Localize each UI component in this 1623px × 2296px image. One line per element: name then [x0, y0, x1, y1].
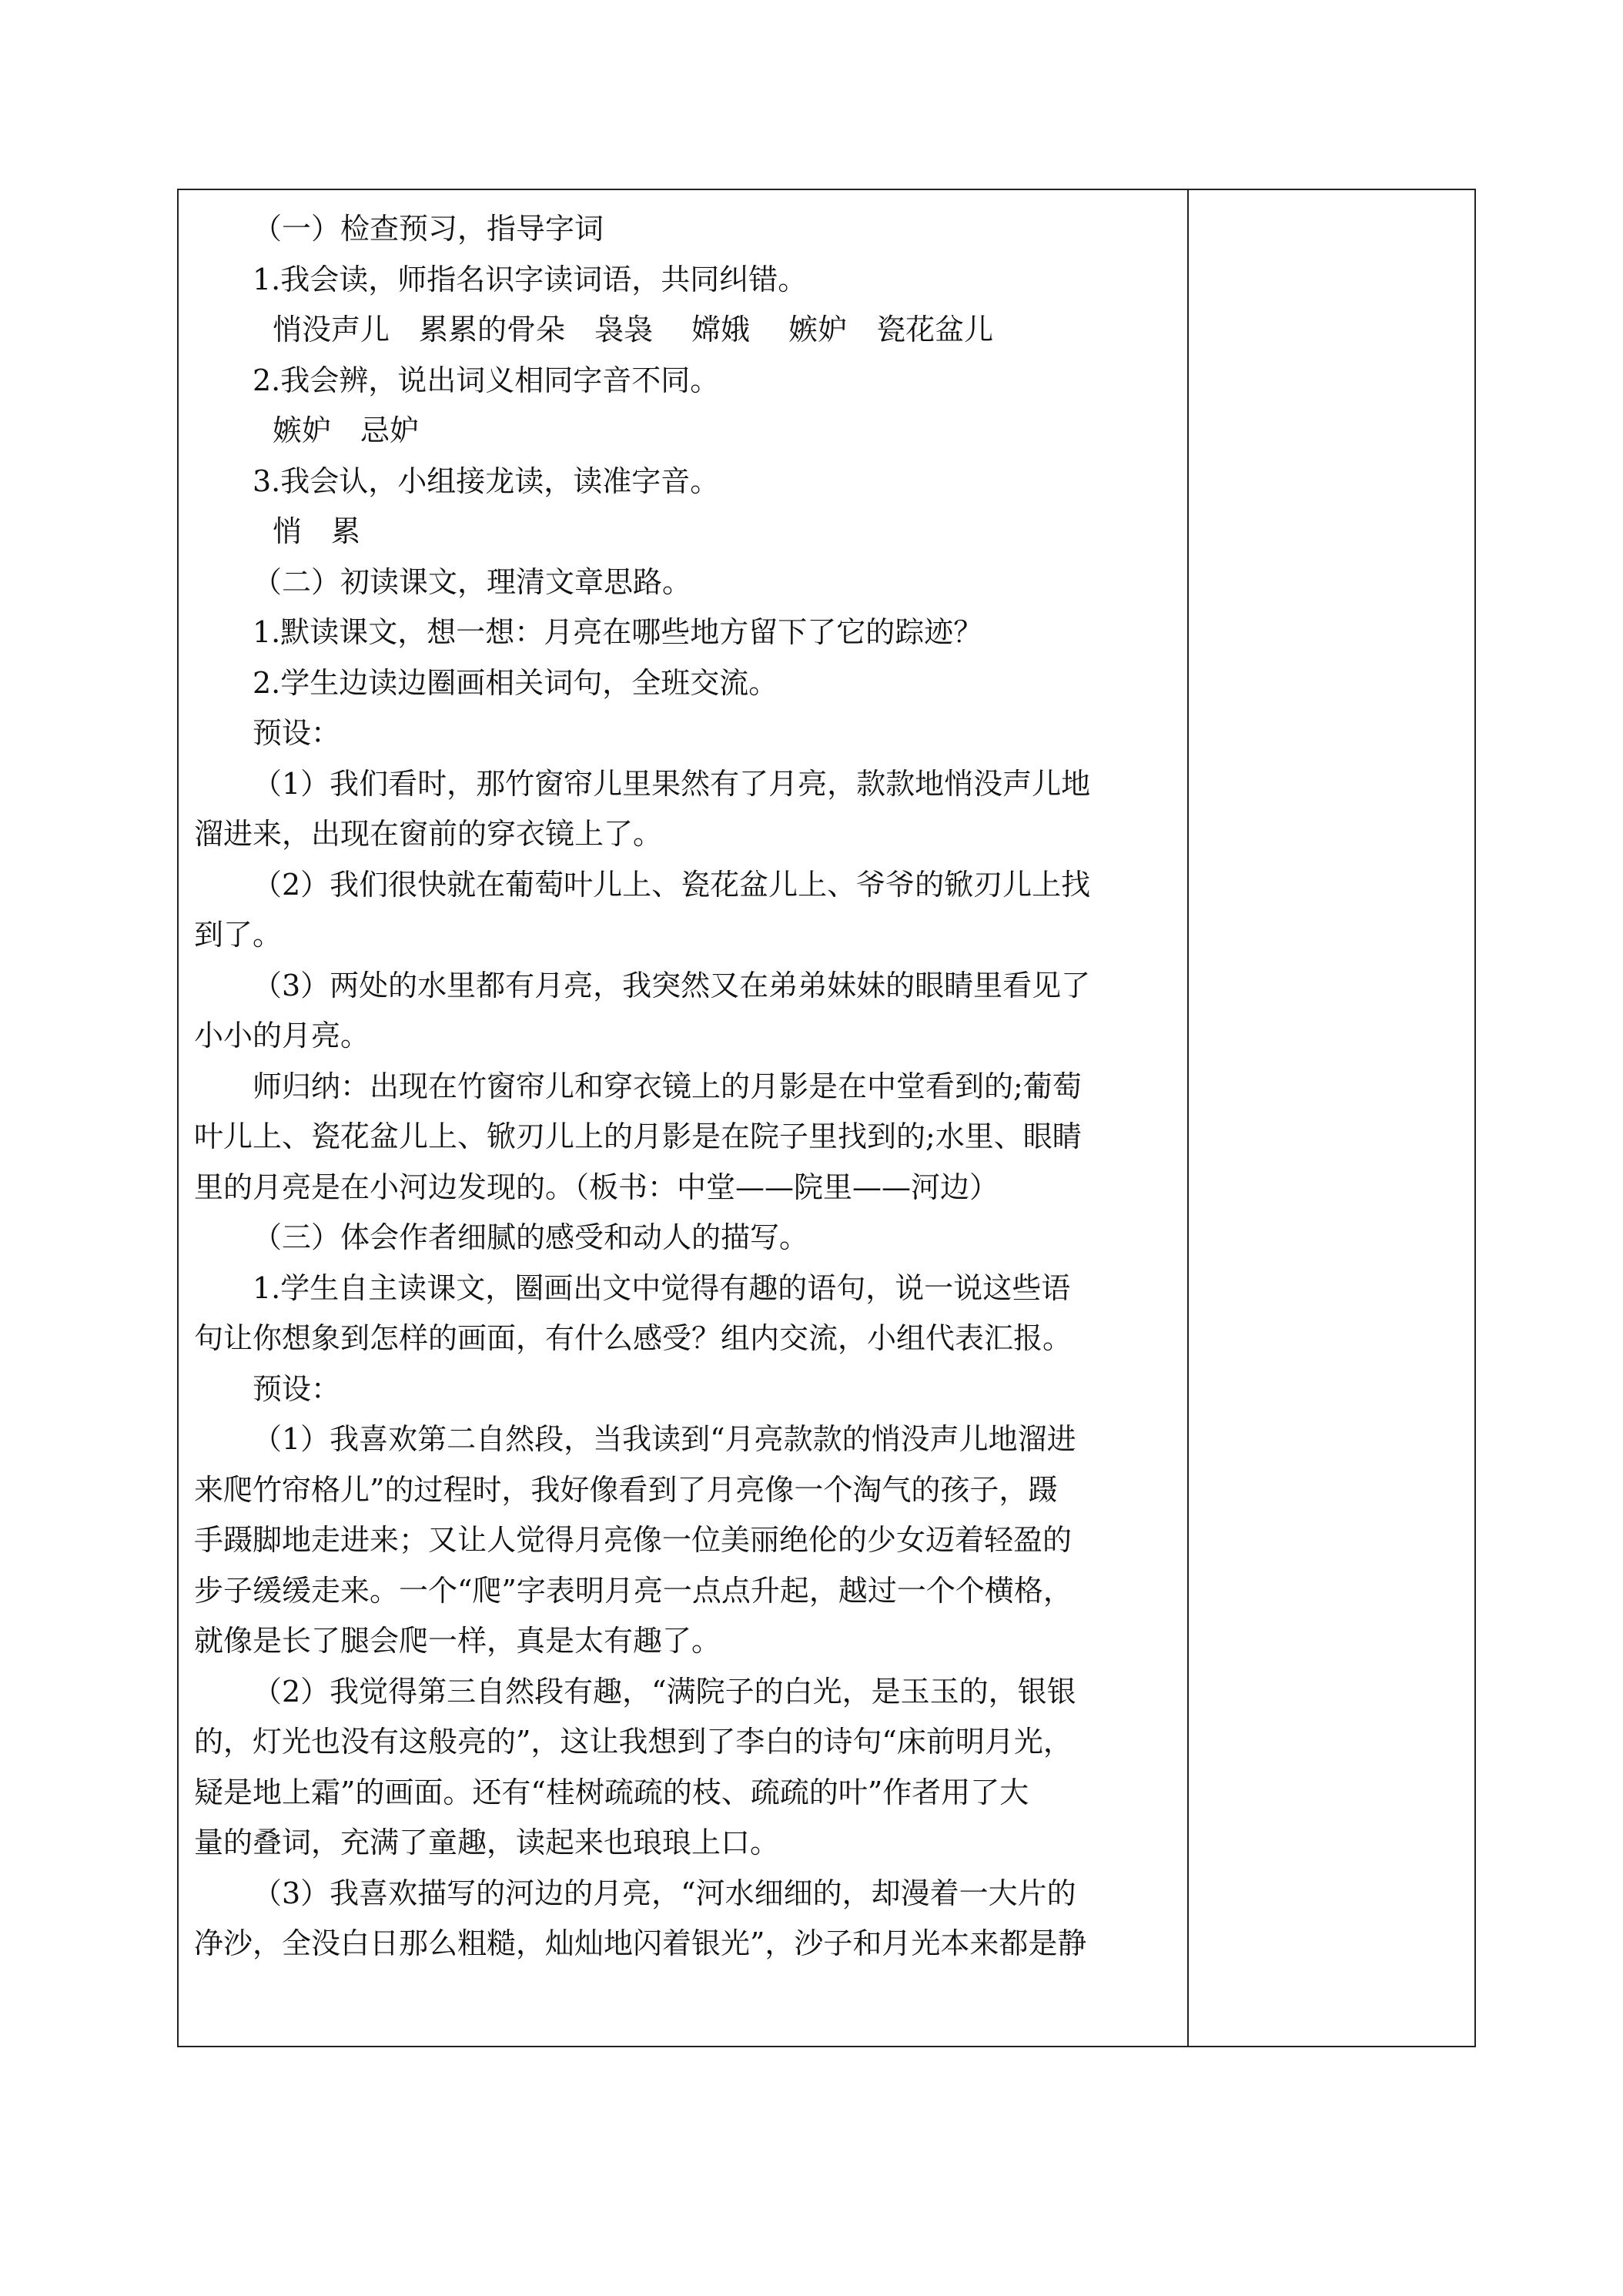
- main-content-cell: [179, 190, 1189, 2046]
- text-line: 到了。: [194, 918, 283, 952]
- text-line: 的，灯光也没有这般亮的”，这让我想到了李白的诗句“床前明月光，: [194, 1725, 1073, 1759]
- text-line: 手蹑脚地走进来；又让人觉得月亮像一位美丽绝伦的少女迈着轻盈的: [194, 1523, 1073, 1557]
- text-line: 里的月亮是在小河边发现的。（板书：中堂——院里——河边）: [194, 1170, 999, 1204]
- text-line: 预设：: [253, 716, 341, 750]
- text-line: （三）体会作者细腻的感受和动人的描写。: [253, 1220, 809, 1254]
- text-line: 嫉妒 忌妒: [273, 413, 420, 447]
- text-line: 预设：: [253, 1371, 341, 1406]
- text-line: 悄没声儿 累累的骨朵 袅袅 嫦娥 嫉妒 瓷花盆儿: [273, 313, 994, 346]
- text-line: 叶儿上、瓷花盆儿上、锨刃儿上的月影是在院子里找到的;水里、眼睛: [194, 1120, 1082, 1153]
- text-line: 净沙，全没白日那么粗糙，灿灿地闪着银光”，沙子和月光本来都是静: [194, 1926, 1087, 1960]
- text-line: 悄 累: [273, 514, 361, 548]
- text-line: （二）初读课文，理清文章思路。: [253, 564, 692, 599]
- text-line: 1.我会读，师指名识字读词语，共同纠错。: [253, 262, 808, 296]
- text-line: 2.学生边读边圈画相关词句，全班交流。: [253, 665, 778, 700]
- text-line: 师归纳：出现在竹窗帘儿和穿衣镜上的月影是在中堂看到的;葡萄: [253, 1069, 1082, 1103]
- text-line: 量的叠词，充满了童趣，读起来也琅琅上口。: [194, 1826, 780, 1859]
- text-line: （一）检查预习，指导字词: [253, 212, 604, 246]
- text-line: 1.默读课文，想一想：月亮在哪些地方留下了它的踪迹？: [253, 615, 983, 649]
- text-line: （1）我喜欢第二自然段，当我读到“月亮款款的悄没声儿地溜进: [253, 1422, 1076, 1456]
- text-line: 3.我会认，小组接龙读，读准字音。: [253, 464, 720, 498]
- text-line: （1）我们看时，那竹窗帘儿里果然有了月亮，款款地悄没声儿地: [253, 766, 1091, 801]
- lesson-plan-table: [177, 189, 1476, 2047]
- text-line: （2）我们很快就在葡萄叶儿上、瓷花盆儿上、爷爷的锨刃儿上找: [253, 867, 1091, 902]
- text-line: 步子缓缓走来。一个“爬”字表明月亮一点点升起，越过一个个横格，: [194, 1573, 1073, 1608]
- text-line: 疑是地上霜”的画面。还有“桂树疏疏的枝、疏疏的叶”作者用了大: [194, 1775, 1029, 1809]
- text-line: （3）两处的水里都有月亮，我突然又在弟弟妹妹的眼睛里看见了: [253, 968, 1091, 1002]
- text-line: 溜进来，出现在窗前的穿衣镜上了。: [194, 817, 663, 851]
- text-line: （2）我觉得第三自然段有趣，“满院子的白光，是玉玉的，银银: [253, 1674, 1076, 1709]
- text-line: 来爬竹帘格儿”的过程时，我好像看到了月亮像一个淘气的孩子，蹑: [194, 1472, 1058, 1507]
- text-line: 句让你想象到怎样的画面，有什么感受？组内交流，小组代表汇报。: [194, 1321, 1073, 1355]
- text-line: 就像是长了腿会爬一样，真是太有趣了。: [194, 1624, 721, 1658]
- text-line: 小小的月亮。: [194, 1019, 370, 1053]
- text-lines: [194, 190, 1172, 1970]
- text-line: （3）我喜欢描写的河边的月亮，“河水细细的，却漫着一大片的: [253, 1876, 1076, 1910]
- text-line: 1.学生自主读课文，圈画出文中觉得有趣的语句，说一说这些语: [253, 1270, 1071, 1305]
- side-notes-cell: [1189, 190, 1474, 2046]
- text-line: 2.我会辨，说出词义相同字音不同。: [253, 363, 720, 397]
